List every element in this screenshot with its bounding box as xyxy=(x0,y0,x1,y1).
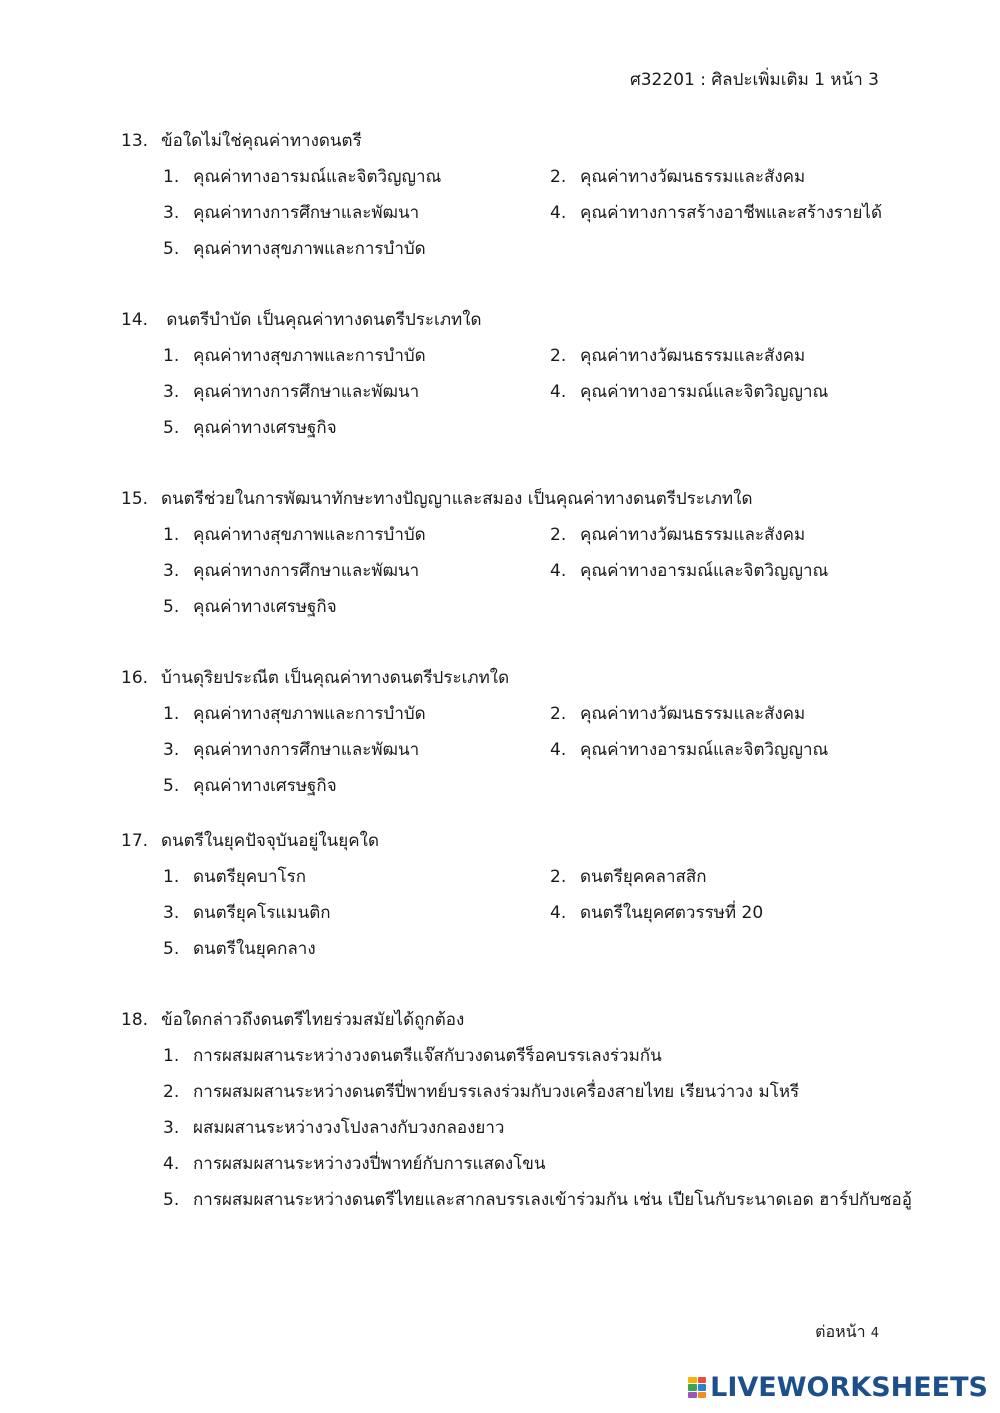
option-2[interactable]: 2. การผสมผสานระหว่างดนตรีปี่พาทย์บรรเลงร่วมกับวงเครื่องสายไทย เรียนว่าวง มโหรี xyxy=(163,1082,800,1102)
question-text: ข้อใดกล่าวถึงดนตรีไทยร่วมสมัยได้ถูกต้อง xyxy=(161,1010,465,1030)
option-4[interactable]: 4. การผสมผสานระหว่างวงปี่พาทย์กับการแสดงโขน xyxy=(163,1154,546,1174)
option-1[interactable]: 1. คุณค่าทางอารมณ์และจิตวิญญาณ xyxy=(163,167,442,187)
question-title xyxy=(121,827,379,854)
logo-text: LIVEWORKSHEETS xyxy=(710,1372,988,1403)
option-3[interactable]: 3. ผสมผสานระหว่างวงโปงลางกับวงกลองยาว xyxy=(163,1118,505,1138)
option-5[interactable]: 5. คุณค่าทางเศรษฐกิจ xyxy=(163,597,337,617)
option-4[interactable]: 4. ดนตรีในยุคศตวรรษที่ 20 xyxy=(550,903,764,923)
option-1[interactable]: 1. คุณค่าทางสุขภาพและการบำบัด xyxy=(163,704,426,724)
question-text: ดนตรีช่วยในการพัฒนาทักษะทางปัญญาและสมอง เป็นคุณค่าทางดนตรีประเภทใด xyxy=(161,489,753,509)
page-footer xyxy=(815,1320,879,1345)
question-text: ข้อใดไม่ใช่คุณค่าทางดนตรี xyxy=(161,131,362,151)
question-title xyxy=(121,1006,464,1033)
option-4[interactable]: 4. คุณค่าทางอารมณ์และจิตวิญญาณ xyxy=(550,740,829,760)
page-header: ศ32201 : ศิลปะเพิ่มเติม 1 หน้า 3 xyxy=(629,70,879,90)
liveworksheets-logo xyxy=(688,1372,988,1403)
option-2[interactable]: 2. คุณค่าทางวัฒนธรรมและสังคม xyxy=(550,346,806,366)
question-title xyxy=(121,664,509,691)
option-3[interactable]: 3. คุณค่าทางการศึกษาและพัฒนา xyxy=(163,561,420,581)
option-3[interactable]: 3. คุณค่าทางการศึกษาและพัฒนา xyxy=(163,740,420,760)
option-3[interactable]: 3. คุณค่าทางการศึกษาและพัฒนา xyxy=(163,203,420,223)
question-text: ดนตรีในยุคปัจจุบันอยู่ในยุคใด xyxy=(161,831,379,851)
option-4[interactable]: 4. คุณค่าทางอารมณ์และจิตวิญญาณ xyxy=(550,382,829,402)
question-number: 18. xyxy=(121,1010,149,1030)
option-1[interactable]: 1. คุณค่าทางสุขภาพและการบำบัด xyxy=(163,346,426,366)
question-text: ดนตรีบำบัด เป็นคุณค่าทางดนตรีประเภทใด xyxy=(161,310,482,330)
option-2[interactable]: 2. คุณค่าทางวัฒนธรรมและสังคม xyxy=(550,525,806,545)
option-5[interactable]: 5. การผสมผสานระหว่างดนตรีไทยและสากลบรรเลงเข้าร่วมกัน เช่น เปียโนกับระนาดเอด ฮาร์ปกับซออู้ xyxy=(163,1190,912,1210)
option-1[interactable]: 1. คุณค่าทางสุขภาพและการบำบัด xyxy=(163,525,426,545)
question-number: 14. xyxy=(121,310,149,330)
next-page-number: 4 xyxy=(870,1326,879,1341)
option-1[interactable]: 1. ดนตรียุคบาโรก xyxy=(163,867,307,887)
question-number: 13. xyxy=(121,131,149,151)
question-number: 15. xyxy=(121,489,149,509)
option-5[interactable]: 5. ดนตรีในยุคกลาง xyxy=(163,939,316,959)
option-1[interactable]: 1. การผสมผสานระหว่างวงดนตรีแจ๊สกับวงดนตรีร็อคบรรเลงร่วมกัน xyxy=(163,1046,662,1066)
question-number: 16. xyxy=(121,668,149,688)
footer-text: ต่อหน้า xyxy=(815,1322,866,1341)
question-text: บ้านดุริยประณีต เป็นคุณค่าทางดนตรีประเภทใด xyxy=(161,668,510,688)
option-3[interactable]: 3. ดนตรียุคโรแมนติก xyxy=(163,903,331,923)
option-2[interactable]: 2. คุณค่าทางวัฒนธรรมและสังคม xyxy=(550,167,806,187)
question-title xyxy=(121,485,752,512)
option-5[interactable]: 5. คุณค่าทางสุขภาพและการบำบัด xyxy=(163,239,426,259)
option-4[interactable]: 4. คุณค่าทางอารมณ์และจิตวิญญาณ xyxy=(550,561,829,581)
option-4[interactable]: 4. คุณค่าทางการสร้างอาชีพและสร้างรายได้ xyxy=(550,203,883,223)
logo-grid-icon xyxy=(688,1377,706,1399)
option-3[interactable]: 3. คุณค่าทางการศึกษาและพัฒนา xyxy=(163,382,420,402)
question-title xyxy=(121,306,482,333)
option-5[interactable]: 5. คุณค่าทางเศรษฐกิจ xyxy=(163,776,337,796)
question-number: 17. xyxy=(121,831,149,851)
question-title xyxy=(121,127,362,154)
option-5[interactable]: 5. คุณค่าทางเศรษฐกิจ xyxy=(163,418,337,438)
option-2[interactable]: 2. คุณค่าทางวัฒนธรรมและสังคม xyxy=(550,704,806,724)
option-2[interactable]: 2. ดนตรียุคคลาสสิก xyxy=(550,867,707,887)
